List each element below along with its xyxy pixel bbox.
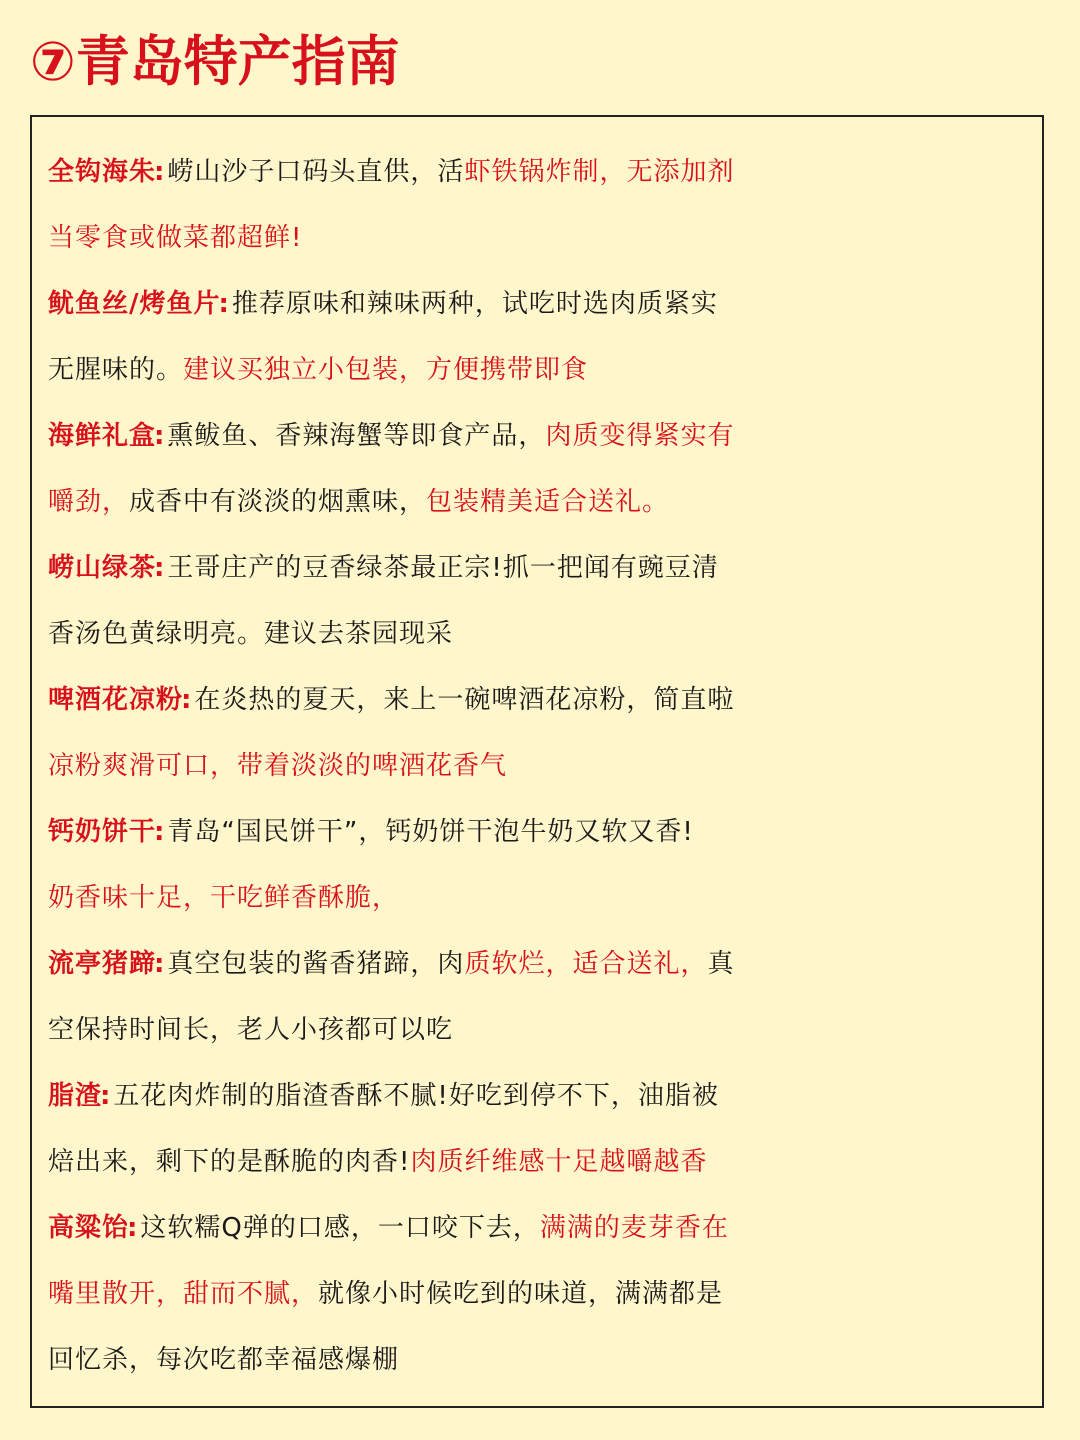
entry-line	[48, 601, 1044, 667]
body-text: 青岛“国民饼干”，钙奶饼干泡牛奶又软又香!	[167, 817, 694, 847]
body-text: 五花肉炸制的脂渣香酥不腻!好吃到停不下，油脂被	[113, 1081, 719, 1111]
label-separator: :	[154, 817, 166, 847]
body-text: 崂山沙子口码头直供，活	[167, 157, 465, 187]
label-separator: :	[154, 949, 166, 979]
body-text: 成香中有淡淡的烟熏味，	[129, 487, 427, 517]
entry-line	[48, 469, 1044, 535]
body-text: 回忆杀，每次吃都幸福感爆棚	[48, 1345, 400, 1375]
body-text: 熏鲅鱼、香辣海蟹等即食产品，	[167, 421, 546, 451]
highlight-text: 质软烂，适合送礼，	[464, 949, 708, 979]
label-separator: :	[218, 289, 230, 319]
highlight-text: 当零食或做菜都超鲜!	[48, 223, 303, 253]
body-text: 推荐原味和辣味两种，试吃时选肉质紧实	[231, 289, 718, 319]
entry-line	[48, 1063, 1044, 1129]
entry-line	[48, 1129, 1044, 1195]
entry-line	[48, 337, 1044, 403]
highlight-text: 肉质纤维感十足越嚼越香	[410, 1147, 708, 1177]
highlight-text: 嚼劲，	[48, 487, 130, 517]
guide-card	[30, 115, 1044, 1408]
entry-line	[48, 667, 1044, 733]
label-separator: :	[154, 421, 166, 451]
entry-line	[48, 997, 1044, 1063]
entry-item	[48, 931, 1044, 1063]
entry-label: 钙奶饼干	[48, 817, 157, 847]
label-separator: :	[181, 685, 193, 715]
label-separator: :	[100, 1081, 112, 1111]
entry-item	[48, 535, 1044, 667]
entry-line	[48, 799, 1044, 865]
body-text: 这软糯Q弹的口感，一口咬下去，	[140, 1213, 540, 1243]
entry-item	[48, 1195, 1044, 1393]
entry-line	[48, 1261, 1044, 1327]
highlight-text: 嘴里散开，甜而不腻，	[48, 1279, 319, 1309]
entry-label: 高粱饴	[48, 1213, 130, 1243]
entry-line	[48, 205, 1044, 271]
label-separator: :	[154, 157, 166, 187]
body-text: 就像小时候吃到的味道，满满都是	[318, 1279, 724, 1309]
entry-item	[48, 1063, 1044, 1195]
body-text: 焙出来，剩下的是酥脆的肉香!	[48, 1147, 411, 1177]
entry-item	[48, 667, 1044, 799]
entry-label: 流亭猪蹄	[48, 949, 157, 979]
body-text: 香汤色黄绿明亮。建议去茶园现采	[48, 619, 454, 649]
entry-line	[48, 931, 1044, 997]
body-text: 无腥味的。	[48, 355, 184, 385]
body-text: 真空包装的酱香猪蹄，肉	[167, 949, 465, 979]
entry-item	[48, 799, 1044, 931]
highlight-text: 虾铁锅炸制，无添加剂	[464, 157, 735, 187]
body-text: 王哥庄产的豆香绿茶最正宗!抓一把闻有豌豆清	[167, 553, 719, 583]
entry-item	[48, 139, 1044, 271]
entry-item	[48, 271, 1044, 403]
entry-label: 鱿鱼丝/烤鱼片	[48, 289, 221, 319]
entry-line	[48, 1327, 1044, 1393]
highlight-text: 包装精美适合送礼。	[426, 487, 670, 517]
highlight-text: 满满的麦芽香在	[539, 1213, 729, 1243]
highlight-text: 建议买独立小包装，方便携带即食	[183, 355, 589, 385]
entry-label: 脂渣	[48, 1081, 103, 1111]
entry-line	[48, 535, 1044, 601]
highlight-text: 奶香味十足，干吃鲜香酥脆，	[48, 883, 400, 913]
highlight-text: 肉质变得紧实有	[545, 421, 735, 451]
entry-label: 崂山绿茶	[48, 553, 157, 583]
entry-line	[48, 139, 1044, 205]
label-separator: :	[154, 553, 166, 583]
highlight-text: 凉粉爽滑可口，带着淡淡的啤酒花香气	[48, 751, 508, 781]
entry-line	[48, 1195, 1044, 1261]
page-title: ⑦青岛特产指南	[30, 30, 400, 93]
body-text: 在炎热的夏天，来上一碗啤酒花凉粉，简直啦	[194, 685, 735, 715]
entry-line	[48, 733, 1044, 799]
entry-line	[48, 865, 1044, 931]
entry-item	[48, 403, 1044, 535]
entry-line	[48, 403, 1044, 469]
body-text: 真	[707, 949, 735, 979]
entry-line	[48, 271, 1044, 337]
entry-list	[48, 139, 1044, 1393]
entry-label: 啤酒花凉粉	[48, 685, 184, 715]
label-separator: :	[127, 1213, 139, 1243]
body-text: 空保持时间长，老人小孩都可以吃	[48, 1015, 454, 1045]
entry-label: 全钩海朱	[48, 157, 157, 187]
entry-label: 海鲜礼盒	[48, 421, 157, 451]
